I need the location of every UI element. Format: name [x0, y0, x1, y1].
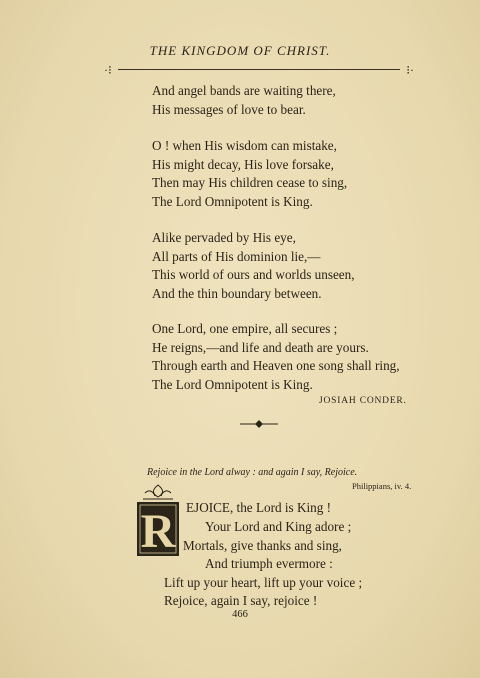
stanza-1 — [152, 82, 336, 119]
verse-line: All parts of His dominion lie,— — [152, 248, 321, 264]
verse-line: One Lord, one empire, all secures ; — [152, 321, 338, 336]
verse-line: Your Lord and King adore ; — [205, 519, 352, 534]
verse-line: And triumph evermore : — [205, 556, 333, 571]
verse-line: And the thin boundary between. — [152, 285, 322, 301]
dropcap-letter: R — [140, 505, 176, 557]
verse-line: The Lord Omnipotent is King. — [152, 193, 313, 209]
header-rule — [104, 64, 414, 76]
verse-line: And angel bands are waiting there, — [152, 83, 336, 98]
verse-line: Alike pervaded by His eye, — [152, 230, 296, 245]
running-header: THE KINGDOM OF CHRIST. — [149, 43, 331, 58]
rule-line — [118, 69, 400, 70]
author-attribution: JOSIAH CONDER. — [319, 396, 407, 406]
verse-line: O ! when His wisdom can mistake, — [152, 138, 337, 153]
verse-line: His messages of love to bear. — [152, 101, 306, 117]
stanza-3 — [152, 229, 355, 303]
verse-line: Lift up your heart, lift up your voice ; — [164, 575, 363, 590]
section-ornament-icon — [240, 418, 278, 430]
rule-dots-left-icon: ·⁝ — [104, 63, 112, 77]
scripture-reference: Philippians, iv. 4. — [352, 481, 412, 491]
verse-line: Mortals, give thanks and sing, — [183, 538, 342, 553]
verse-line: Rejoice, again I say, rejoice ! — [164, 593, 318, 608]
verse-line: This world of ours and worlds unseen, — [152, 267, 355, 282]
rule-dots-right-icon: ⁝· — [406, 63, 414, 77]
dropcap-ornament — [133, 483, 183, 557]
verse-line: The Lord Omnipotent is King. — [152, 376, 313, 392]
verse-line: Through earth and Heaven one song shall ring, — [152, 358, 400, 373]
page-number: 466 — [232, 609, 248, 620]
stanza-4 — [152, 320, 400, 394]
verse-line: Then may His children cease to sing, — [152, 175, 348, 190]
epigraph-text: Rejoice in the Lord alway : and again I say, Rejoice. — [147, 467, 358, 478]
stanza-2 — [152, 137, 347, 211]
verse-line: His might decay, His love forsake, — [152, 156, 334, 172]
verse-line: EJOICE, the Lord is King ! — [186, 500, 332, 515]
verse-line: He reigns,—and life and death are yours. — [152, 339, 369, 355]
